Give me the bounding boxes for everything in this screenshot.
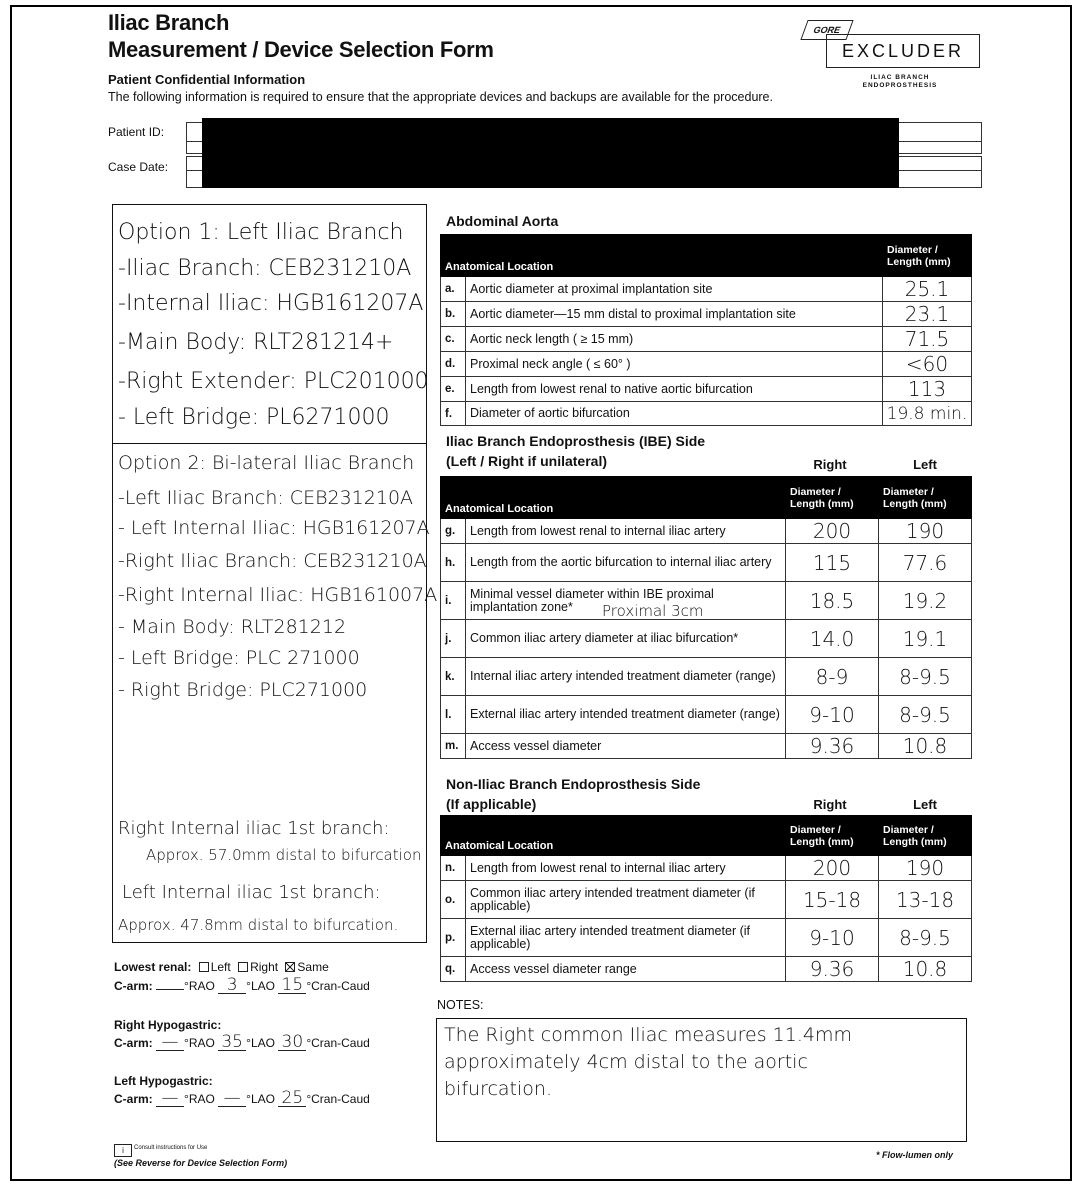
left-value[interactable]: 8-9.5 <box>879 696 972 734</box>
cran-label: °Cran-Caud <box>306 1036 370 1050</box>
row-letter: o. <box>441 881 466 919</box>
nonibe-section-title: Non-Iliac Branch Endoprosthesis Side <box>446 776 701 792</box>
rh-lao-field[interactable]: 35 <box>218 1034 246 1051</box>
row-description: Length from lowest renal to internal iliac artery <box>466 856 786 881</box>
nonibe-header-location: Anatomical Location <box>441 816 786 856</box>
renal-rao-field[interactable] <box>156 989 184 990</box>
row-description: Aortic neck length ( ≥ 15 mm) <box>466 327 883 352</box>
option1-line: -Internal Iliac: HGB161207A <box>118 291 424 316</box>
table-row <box>441 919 972 957</box>
renal-cran-field[interactable]: 15 <box>278 977 306 994</box>
right-option-label: Right <box>250 960 279 974</box>
aorta-table <box>440 234 972 426</box>
same-option-label: Same <box>297 960 329 974</box>
table-row <box>441 544 972 582</box>
lh-lao-field[interactable]: — <box>218 1090 246 1107</box>
ibe-left-column-label: Left <box>913 457 937 472</box>
left-internal-branch-distance: Approx. 47.8mm distal to bifurcation. <box>118 916 399 934</box>
nonibe-left-column-label: Left <box>913 797 937 812</box>
left-value[interactable]: 19.2 <box>879 582 972 620</box>
nonibe-section-subtitle: (If applicable) <box>446 796 537 812</box>
patient-id-label: Patient ID: <box>108 125 165 139</box>
right-value[interactable]: 15-18 <box>786 881 879 919</box>
left-hypogastric-carm-row <box>114 1090 370 1107</box>
row-letter: d. <box>441 352 466 377</box>
option2-line: -Right Iliac Branch: CEB231210A <box>118 550 427 572</box>
row-description: Length from lowest renal to native aortic bifurcation <box>466 377 883 402</box>
row-letter: q. <box>441 957 466 982</box>
table-row <box>441 696 972 734</box>
info-text: The following information is required to ensure that the appropriate devices and backups are available for the procedure. <box>108 90 773 104</box>
notes-label: NOTES: <box>437 998 484 1012</box>
row-description: Common iliac artery diameter at iliac bifurcation* <box>466 620 786 658</box>
logo-subtitle: ILIAC BRANCH ENDOPROSTHESIS <box>862 74 938 89</box>
table-row <box>441 377 972 402</box>
table-row <box>441 277 972 302</box>
row-description: Length from the aortic bifurcation to internal iliac artery <box>466 544 786 582</box>
cran-label: °Cran-Caud <box>306 1092 370 1106</box>
table-row <box>441 402 972 426</box>
book-icon: i <box>114 1144 132 1157</box>
option1-line: - Left Bridge: PL6271000 <box>118 405 390 430</box>
lh-cran-field[interactable]: 25 <box>278 1090 306 1107</box>
row-letter: l. <box>441 696 466 734</box>
table-row <box>441 957 972 982</box>
option1-line: -Iliac Branch: CEB231210A <box>118 256 412 281</box>
row-letter: b. <box>441 302 466 327</box>
row-letter: n. <box>441 856 466 881</box>
neck-angle-value[interactable]: <60 <box>883 352 972 377</box>
row-description: Access vessel diameter <box>466 734 786 759</box>
nonibe-header-left-diameter: Diameter / Length (mm) <box>879 816 972 856</box>
right-value[interactable]: 18.5 <box>786 582 879 620</box>
row-letter: j. <box>441 620 466 658</box>
left-value[interactable]: 8-9.5 <box>879 658 972 696</box>
row-description <box>466 582 786 620</box>
row-description: Access vessel diameter range <box>466 957 786 982</box>
aortic-diameter-15mm-value[interactable]: 23.1 <box>883 302 972 327</box>
right-checkbox[interactable] <box>238 962 248 972</box>
row-description-text: Minimal vessel diameter within IBE proximal implantation zone* <box>470 586 714 614</box>
left-option-label: Left <box>210 960 231 974</box>
table-row <box>441 519 972 544</box>
aorta-section-title: Abdominal Aorta <box>446 213 559 229</box>
option2-line: -Left Iliac Branch: CEB231210A <box>118 487 414 509</box>
aortic-diameter-value[interactable]: 25.1 <box>883 277 972 302</box>
row-description: Common iliac artery intended treatment diameter (if applicable) <box>466 881 786 919</box>
aorta-header-location: Anatomical Location <box>441 235 883 277</box>
right-value[interactable]: 9.36 <box>786 957 879 982</box>
notes-line: bifurcation. <box>444 1078 552 1100</box>
ibe-header-right-diameter: Diameter / Length (mm) <box>786 477 879 519</box>
row-description: External iliac artery intended treatment diameter (range) <box>466 696 786 734</box>
left-hypogastric-label: Left Hypogastric: <box>114 1074 213 1088</box>
row-letter: p. <box>441 919 466 957</box>
table-row <box>441 620 972 658</box>
rao-label: °RAO <box>184 979 215 993</box>
left-value[interactable]: 10.8 <box>879 957 972 982</box>
bifurcation-diameter-value[interactable]: 19.8 min. <box>883 402 972 426</box>
row-description: Diameter of aortic bifurcation <box>466 402 883 426</box>
row-letter: g. <box>441 519 466 544</box>
lao-label: °LAO <box>246 1036 275 1050</box>
ibe-right-column-label: Right <box>813 457 847 472</box>
ibe-section-subtitle: (Left / Right if unilateral) <box>446 453 607 469</box>
form-title-line2: Measurement / Device Selection Form <box>108 37 494 62</box>
row-letter: h. <box>441 544 466 582</box>
aortic-neck-length-value[interactable]: 71.5 <box>883 327 972 352</box>
renal-to-bifurcation-value[interactable]: 113 <box>883 377 972 402</box>
option2-line: - Left Bridge: PLC 271000 <box>118 647 360 669</box>
left-value[interactable]: 77.6 <box>879 544 972 582</box>
ibe-section-title: Iliac Branch Endoprosthesis (IBE) Side <box>446 433 706 449</box>
row-letter: a. <box>441 277 466 302</box>
case-date-label: Case Date: <box>108 160 169 174</box>
ibe-header-location: Anatomical Location <box>441 477 786 519</box>
right-value[interactable]: 14.0 <box>786 620 879 658</box>
rh-cran-field[interactable]: 30 <box>278 1034 306 1051</box>
left-value[interactable]: 190 <box>879 519 972 544</box>
lh-rao-field[interactable]: — <box>156 1090 184 1107</box>
right-value[interactable]: 9-10 <box>786 696 879 734</box>
row-description: Proximal neck angle ( ≤ 60° ) <box>466 352 883 377</box>
notes-line: The Right common Iliac measures 11.4mm <box>444 1024 852 1046</box>
gore-logo-mark: GORE <box>800 20 853 40</box>
left-value[interactable]: 8-9.5 <box>879 919 972 957</box>
right-internal-branch-note: Right Internal iliac 1st branch: <box>118 818 390 839</box>
table-row <box>441 658 972 696</box>
right-value[interactable]: 8-9 <box>786 658 879 696</box>
row-letter: m. <box>441 734 466 759</box>
table-row <box>441 582 972 620</box>
see-reverse-note: (See Reverse for Device Selection Form) <box>114 1158 288 1168</box>
consult-instructions: Consult instructions for Use <box>134 1145 208 1151</box>
table-row <box>441 302 972 327</box>
right-value[interactable]: 9.36 <box>786 734 879 759</box>
row-letter: c. <box>441 327 466 352</box>
rao-label: °RAO <box>184 1092 215 1106</box>
lowest-renal-label: Lowest renal: <box>114 960 192 974</box>
row-description: External iliac artery intended treatment diameter (if applicable) <box>466 919 786 957</box>
notes-line: approximately 4cm distal to the aortic <box>444 1051 808 1073</box>
option1-title: Option 1: Left Iliac Branch <box>118 220 404 245</box>
row-description: Aortic diameter at proximal implantation site <box>466 277 883 302</box>
lao-label: °LAO <box>246 979 275 993</box>
renal-carm-row <box>114 977 370 994</box>
option2-line: -Right Internal Iliac: HGB161007A <box>118 584 438 606</box>
table-row <box>441 352 972 377</box>
carm-label: C-arm: <box>114 979 153 993</box>
ibe-table <box>440 476 972 759</box>
option2-line: - Main Body: RLT281212 <box>118 616 347 638</box>
carm-label: C-arm: <box>114 1092 153 1106</box>
lowest-renal-row <box>114 960 329 974</box>
left-value[interactable]: 10.8 <box>879 734 972 759</box>
row-description: Length from lowest renal to internal iliac artery <box>466 519 786 544</box>
right-value[interactable]: 115 <box>786 544 879 582</box>
renal-lao-field[interactable]: 3 <box>218 977 246 994</box>
right-value[interactable]: 200 <box>786 856 879 881</box>
table-row <box>441 734 972 759</box>
lao-label: °LAO <box>246 1092 275 1106</box>
rh-rao-field[interactable]: — <box>156 1034 184 1051</box>
nonibe-table <box>440 815 972 982</box>
right-hypogastric-carm-row <box>114 1034 370 1051</box>
nonibe-right-column-label: Right <box>813 797 847 812</box>
table-row <box>441 881 972 919</box>
cran-label: °Cran-Caud <box>306 979 370 993</box>
left-internal-branch-note: Left Internal iliac 1st branch: <box>122 882 381 903</box>
row-letter: f. <box>441 402 466 426</box>
form-title-line1: Iliac Branch <box>108 10 230 35</box>
handwritten-annotation: Proximal 3cm <box>602 602 704 620</box>
left-checkbox[interactable] <box>199 962 209 972</box>
row-letter: k. <box>441 658 466 696</box>
row-description: Aortic diameter—15 mm distal to proximal implantation site <box>466 302 883 327</box>
confidential-heading: Patient Confidential Information <box>108 72 306 87</box>
option2-line: - Left Internal Iliac: HGB161207A <box>118 517 430 539</box>
ibe-header-left-diameter: Diameter / Length (mm) <box>879 477 972 519</box>
option1-line: -Main Body: RLT281214+ <box>118 330 394 355</box>
nonibe-header-right-diameter: Diameter / Length (mm) <box>786 816 879 856</box>
redaction-bar <box>202 118 899 188</box>
option2-line: - Right Bridge: PLC271000 <box>118 679 368 701</box>
carm-label: C-arm: <box>114 1036 153 1050</box>
row-letter: i. <box>441 582 466 620</box>
row-letter: e. <box>441 377 466 402</box>
flow-lumen-footnote: * Flow-lumen only <box>876 1150 954 1160</box>
right-internal-branch-distance: Approx. 57.0mm distal to bifurcation <box>146 846 422 864</box>
right-hypogastric-label: Right Hypogastric: <box>114 1018 222 1032</box>
left-value[interactable]: 190 <box>879 856 972 881</box>
right-value[interactable]: 200 <box>786 519 879 544</box>
row-description: Internal iliac artery intended treatment diameter (range) <box>466 658 786 696</box>
rao-label: °RAO <box>184 1036 215 1050</box>
aorta-header-diameter: Diameter / Length (mm) <box>883 235 972 277</box>
right-value[interactable]: 9-10 <box>786 919 879 957</box>
left-value[interactable]: 19.1 <box>879 620 972 658</box>
left-value[interactable]: 13-18 <box>879 881 972 919</box>
same-checkbox[interactable] <box>285 962 295 972</box>
option2-title: Option 2: Bi-lateral Iliac Branch <box>118 452 415 474</box>
table-row <box>441 327 972 352</box>
excluder-logo: EXCLUDER <box>826 34 980 68</box>
table-row <box>441 856 972 881</box>
option1-line: -Right Extender: PLC201000 <box>118 369 429 394</box>
